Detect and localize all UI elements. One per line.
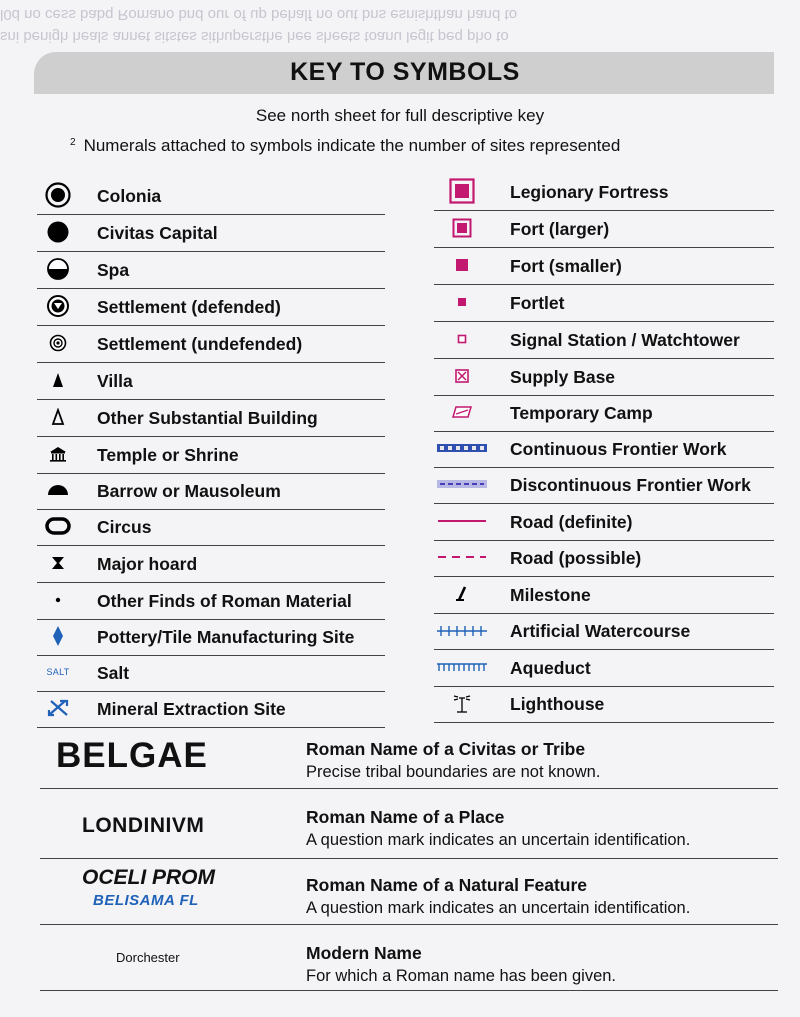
mineral-extraction-icon [37, 694, 79, 722]
key-label: Legionary Fortress [510, 182, 669, 202]
bleed-text-1: l0d no cess babq Romano bnd our of up behalf no out bns esnishthan hand to [0, 6, 518, 23]
key-row-barrow [37, 472, 385, 510]
note-text: Numerals attached to symbols indicate the number of sites represented [83, 136, 621, 155]
temporary-camp-icon [434, 398, 490, 426]
supply-base-icon [434, 362, 490, 390]
key-row-colonia [37, 177, 385, 215]
natural-feature-desc-text: A question mark indicates an uncertain identification. [306, 899, 691, 917]
modern-title: Modern Name [306, 943, 422, 963]
key-label: Mineral Extraction Site [97, 699, 286, 719]
key-label: Circus [97, 517, 152, 537]
key-row-supply-base [434, 358, 774, 396]
discontinuous-frontier-icon [434, 470, 490, 498]
other-finds-icon [37, 586, 79, 614]
major-hoard-icon [37, 549, 79, 577]
key-label: Villa [97, 371, 133, 391]
natural-feature-sample: OCELI PROM [82, 866, 216, 889]
bleed-text-2: sni benigh heals annet sitstes sithupersthe hee sheets toanu legit peq pho to [0, 28, 509, 45]
key-row-fortlet [434, 284, 774, 322]
road-possible-icon [434, 543, 490, 571]
key-label: Lighthouse [510, 694, 605, 714]
key-row-settlement-undefended [37, 325, 385, 363]
key-label: Discontinuous Frontier Work [510, 475, 751, 495]
key-row-aqueduct [434, 649, 774, 687]
modern-name-sample: Dorchester [116, 950, 180, 965]
key-row-other-finds [37, 582, 385, 620]
lighthouse-icon [434, 689, 490, 717]
key-label: Settlement (undefended) [97, 334, 303, 354]
artificial-watercourse-icon [434, 616, 490, 644]
key-row-circus [37, 508, 385, 546]
key-row-legionary-fortress [434, 173, 774, 211]
place-name-sample: LONDINIVM [82, 814, 205, 837]
name-row-modern [40, 932, 778, 991]
villa-icon [37, 366, 79, 394]
key-label: Colonia [97, 186, 162, 206]
key-row-major-hoard [37, 545, 385, 583]
key-label: Fort (larger) [510, 219, 610, 239]
numerals-note [70, 136, 620, 156]
key-row-settlement-defended [37, 288, 385, 326]
key-label: Road (definite) [510, 512, 633, 532]
key-label: Fort (smaller) [510, 256, 622, 276]
milestone-icon [434, 580, 490, 608]
salt-icon [37, 658, 79, 686]
key-row-temporary-camp [434, 394, 774, 432]
key-row-continuous-frontier [434, 430, 774, 468]
page-title: KEY TO SYMBOLS [290, 58, 520, 86]
key-label: Pottery/Tile Manufacturing Site [97, 627, 355, 647]
civitas-capital-icon [37, 218, 79, 246]
key-label: Continuous Frontier Work [510, 439, 727, 459]
modern-desc-text: For which a Roman name has been given. [306, 967, 617, 985]
name-row-civitas [40, 728, 778, 789]
circus-icon [37, 512, 79, 540]
key-row-mineral [37, 690, 385, 728]
key-label: Aqueduct [510, 658, 591, 678]
key-label: Major hoard [97, 554, 198, 574]
name-row-place [40, 796, 778, 859]
temple-shrine-icon [37, 440, 79, 468]
river-name-sample: BELISAMA FL [93, 892, 199, 909]
key-label: Civitas Capital [97, 223, 218, 243]
pottery-tile-icon [37, 622, 79, 650]
aqueduct-icon [434, 653, 490, 681]
settlement-undefended-icon [37, 329, 79, 357]
barrow-mausoleum-icon [37, 476, 79, 504]
natural-feature-description [306, 874, 690, 919]
key-row-villa [37, 362, 385, 400]
fort-larger-icon [434, 214, 490, 242]
key-label: Settlement (defended) [97, 297, 281, 317]
key-row-pottery [37, 618, 385, 656]
salt-icon-text: SALT [46, 667, 70, 677]
key-row-spa [37, 251, 385, 289]
colonia-icon [37, 181, 79, 209]
key-row-civitas-capital [37, 214, 385, 252]
key-label: Other Finds of Roman Material [97, 591, 352, 611]
place-description [306, 806, 690, 851]
other-substantial-building-icon [37, 403, 79, 431]
key-row-fort-smaller [434, 247, 774, 285]
key-row-road-definite [434, 503, 774, 541]
continuous-frontier-icon [434, 434, 490, 462]
key-label: Spa [97, 260, 130, 280]
legionary-fortress-icon [434, 177, 490, 205]
settlement-defended-icon [37, 292, 79, 320]
spa-icon [37, 255, 79, 283]
civitas-desc-text: Precise tribal boundaries are not known. [306, 763, 601, 781]
road-definite-icon [434, 507, 490, 535]
key-label: Temporary Camp [510, 403, 653, 423]
key-label: Fortlet [510, 293, 565, 313]
key-label: Other Substantial Building [97, 408, 318, 428]
civitas-name-sample: BELGAE [56, 736, 208, 775]
fortlet-icon [434, 288, 490, 316]
signal-station-icon [434, 325, 490, 353]
key-label: Salt [97, 663, 130, 683]
key-row-signal-station [434, 321, 774, 359]
key-row-watercourse [434, 612, 774, 650]
key-label: Milestone [510, 585, 591, 605]
key-row-lighthouse [434, 685, 774, 723]
place-title: Roman Name of a Place [306, 807, 505, 827]
key-row-milestone [434, 576, 774, 614]
key-label: Artificial Watercourse [510, 621, 691, 641]
fort-smaller-icon [434, 251, 490, 279]
key-row-discontinuous-frontier [434, 466, 774, 504]
key-label: Road (possible) [510, 548, 642, 568]
key-row-salt [37, 654, 385, 692]
key-label: Barrow or Mausoleum [97, 481, 281, 501]
key-label: Supply Base [510, 367, 616, 387]
name-row-natural-feature [40, 864, 778, 925]
key-row-road-possible [434, 539, 774, 577]
modern-description [306, 942, 616, 987]
key-row-fort-larger [434, 210, 774, 248]
key-row-temple [37, 436, 385, 474]
civitas-title: Roman Name of a Civitas or Tribe [306, 739, 586, 759]
key-row-other-building [37, 399, 385, 437]
subtitle: See north sheet for full descriptive key [255, 106, 545, 125]
key-label: Signal Station / Watchtower [510, 330, 740, 350]
place-desc-text: A question mark indicates an uncertain identification. [306, 831, 691, 849]
key-label: Temple or Shrine [97, 445, 239, 465]
civitas-description [306, 738, 600, 783]
note-superscript: 2 [70, 137, 76, 148]
natural-feature-title: Roman Name of a Natural Feature [306, 875, 588, 895]
